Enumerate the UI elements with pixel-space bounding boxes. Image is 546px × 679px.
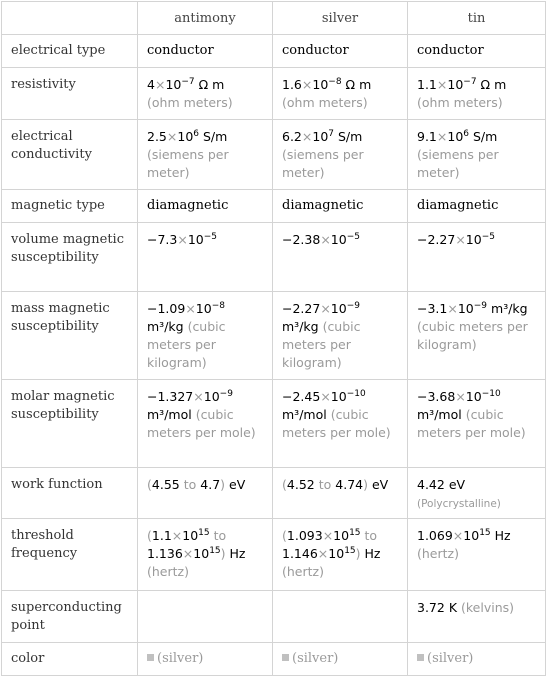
table-cell: conductor [138,35,273,68]
table-cell: $2.5\times 10^6$ S/m (siemens per meter) [138,120,273,190]
table-row [2,68,546,120]
table-cell: $-7.3\times 10^{-5}$ [138,223,273,292]
table-cell: (silver) [408,643,546,676]
table-cell [273,591,408,643]
table-row [2,35,546,68]
table-cell: $4\times 10^{-7}$ Ω m (ohm meters) [138,68,273,120]
table-row [2,519,546,591]
table-row [2,468,546,519]
row-label: mass magnetic susceptibility [2,292,138,380]
table-cell: $-2.38\times 10^{-5}$ [273,223,408,292]
header-row [2,2,546,35]
table-cell: ($1.093\times 10^{15}$ to $1.146\times 10^{15}$) Hz (hertz) [273,519,408,591]
table-cell: diamagnetic [273,190,408,223]
row-label: molar magnetic susceptibility [2,380,138,468]
table-cell: conductor [408,35,546,68]
table-cell: (4.55 to 4.7) eV [138,468,273,519]
table-cell: $-1.09\times 10^{-8}$ m³/kg (cubic meters per kilogram) [138,292,273,380]
row-label: magnetic type [2,190,138,223]
table-row [2,292,546,380]
header-silver: silver [273,2,408,35]
header-blank [2,2,138,35]
table-cell: (silver) [138,643,273,676]
table-cell: $-1.327\times 10^{-9}$ m³/mol (cubic meters per mole) [138,380,273,468]
color-swatch [147,654,154,661]
table-cell: $1.069\times 10^{15}$ Hz (hertz) [408,519,546,591]
row-label: color [2,643,138,676]
color-swatch [282,654,289,661]
table-cell: $1.6\times 10^{-8}$ Ω m (ohm meters) [273,68,408,120]
table-cell: (4.52 to 4.74) eV [273,468,408,519]
table-cell: $-2.27\times 10^{-5}$ [408,223,546,292]
table-cell [138,591,273,643]
table-row [2,190,546,223]
table-cell: $-3.1\times 10^{-9}$ m³/kg (cubic meters per kilogram) [408,292,546,380]
row-label: resistivity [2,68,138,120]
header-antimony: antimony [138,2,273,35]
row-label: electrical type [2,35,138,68]
row-label: work function [2,468,138,519]
table-cell: diamagnetic [138,190,273,223]
table-cell: $1.1\times 10^{-7}$ Ω m (ohm meters) [408,68,546,120]
table-cell: diamagnetic [408,190,546,223]
row-label: threshold frequency [2,519,138,591]
table-cell: (silver) [273,643,408,676]
table-cell: $-2.45\times 10^{-10}$ m³/mol (cubic meters per mole) [273,380,408,468]
table-cell: 4.42 eV (Polycrystalline) [408,468,546,519]
properties-table [1,1,546,676]
table-cell: ($1.1\times 10^{15}$ to $1.136\times 10^{15}$) Hz (hertz) [138,519,273,591]
table-row [2,223,546,292]
table-row [2,643,546,676]
table-row [2,380,546,468]
row-label: volume magnetic susceptibility [2,223,138,292]
table-cell: $9.1\times 10^6$ S/m (siemens per meter) [408,120,546,190]
color-swatch [417,654,424,661]
table-cell: $-2.27\times 10^{-9}$ m³/kg (cubic meters per kilogram) [273,292,408,380]
row-label: electrical conductivity [2,120,138,190]
row-label: superconducting point [2,591,138,643]
table-row [2,120,546,190]
table-cell: 3.72 K (kelvins) [408,591,546,643]
header-tin: tin [408,2,546,35]
table-cell: conductor [273,35,408,68]
table-cell: $6.2\times 10^7$ S/m (siemens per meter) [273,120,408,190]
table-row [2,591,546,643]
table-cell: $-3.68\times 10^{-10}$ m³/mol (cubic meters per mole) [408,380,546,468]
